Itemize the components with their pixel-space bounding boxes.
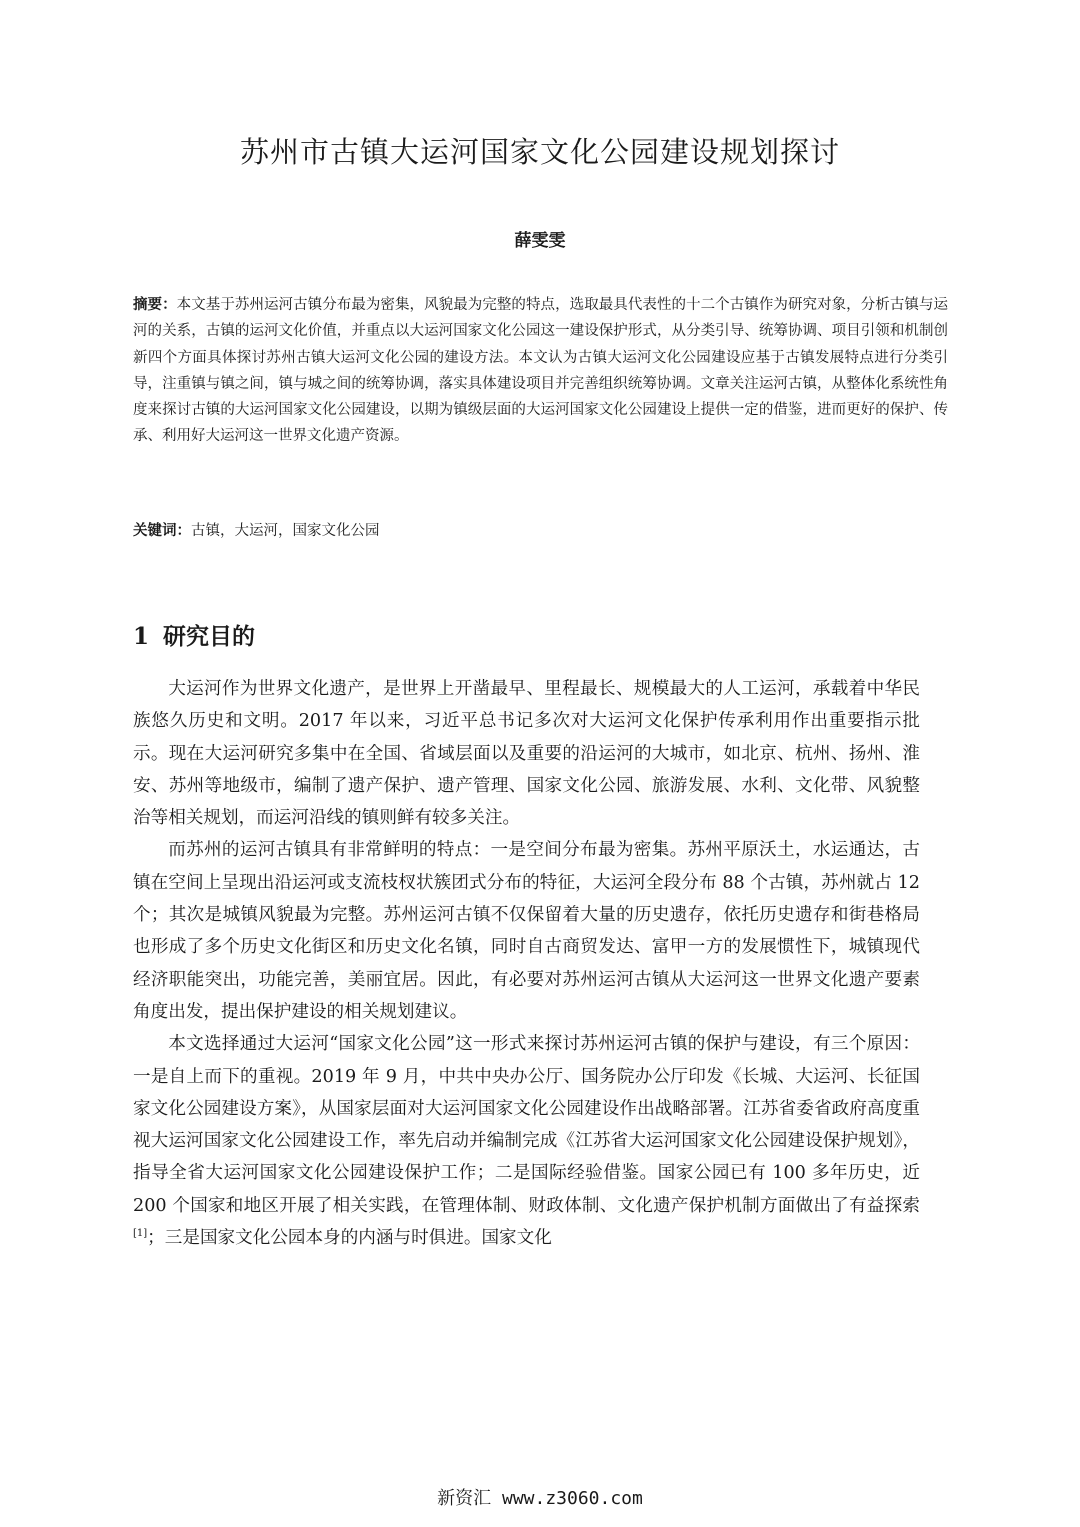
abstract-text: 本文基于苏州运河古镇分布最为密集，风貌最为完整的特点，选取最具代表性的十二个古镇作为研究对象，分析古镇与运河的关系，古镇的运河文化价值，并重点以大运河国家文化公园这一建设保护形式，从分类引导、统筹协调、项目引领和机制创新四个方面具体探讨苏州古镇大运河文化公园的建设方法。本文认为古镇大运河文化公园建设应基于古镇发展特点进行分类引导，注重镇与镇之间，镇与城之间的统筹协调，落实具体建设项目并完善组织统筹协调。文章关注运河古镇，从整体化系统性角度来探讨古镇的大运河国家文化公园建设，以期为镇级层面的大运河国家文化公园建设上提供一定的借鉴，进而更好的保护、传承、利用好大运河这一世界文化遗产资源。 [133, 297, 949, 445]
abstract-label: 摘要： [133, 296, 177, 313]
paper-author: 薛雯雯 [514, 231, 566, 251]
section-number: 1 [133, 623, 150, 650]
keywords-text: 古镇，大运河，国家文化公园 [191, 523, 380, 539]
paragraph-3-text-a: 本文选择通过大运河“国家文化公园”这一形式来探讨苏州运河古镇的保护与建设，有三个原因：一是自上而下的重视。2019 年 9 月，中共中央办公厅、国务院办公厅印发《长城、大运河、长征国家文化公园建设方案》，从国家层面对大运河国家文化公园建设作出战略部署。江苏省委省政府高度重视大运河国家文化公园建设工作，率先启动并编制完成《江苏省大运河国家文化公园建设保护规划》，指导全省大运河国家文化公园建设保护工作；二是国际经验借鉴。国家公园已有 100 多年历史，近 200 个国家和地区开展了相关实践，在管理体制、财政体制、文化遗产保护机制方面做出了有益探索 [133, 1034, 920, 1216]
paper-title: 苏州市古镇大运河国家文化公园建设规划探讨 [239, 135, 840, 169]
paragraph-3-text-b: ；三是国家文化公园本身的内涵与时俱进。国家文化 [147, 1228, 552, 1249]
keywords [133, 518, 948, 544]
body-paragraph-3 [133, 1028, 920, 1254]
section-title: 研究目的 [163, 624, 255, 650]
section-heading [133, 618, 255, 651]
keywords-label: 关键词： [133, 522, 191, 539]
abstract [133, 292, 948, 450]
footer-watermark: 新资汇 www.z3060.com [437, 1488, 643, 1509]
body-paragraph-2: 而苏州的运河古镇具有非常鲜明的特点：一是空间分布最为密集。苏州平原沃土，水运通达，古镇在空间上呈现出沿运河或支流枝杈状簇团式分布的特征，大运河全段分布 88 个古镇，苏州就占 12 个；其次是城镇风貌最为完整。苏州运河古镇不仅保留着大量的历史遗存，依托历史遗存和街巷格局也形成了多个历史文化街区和历史文化名镇，同时自古商贸发达、富甲一方的发展惯性下，城镇现代经济职能突出，功能完善，美丽宜居。因此，有必要对苏州运河古镇从大运河这一世界文化遗产要素角度出发，提出保护建设的相关规划建议。 [133, 840, 920, 1022]
body-paragraph-1: 大运河作为世界文化遗产，是世界上开凿最早、里程最长、规模最大的人工运河，承载着中华民族悠久历史和文明。2017 年以来，习近平总书记多次对大运河文化保护传承利用作出重要指示批示。现在大运河研究多集中在全国、省域层面以及重要的沿运河的大城市，如北京、杭州、扬州、淮安、苏州等地级市，编制了遗产保护、遗产管理、国家文化公园、旅游发展、水利、文化带、风貌整治等相关规划，而运河沿线的镇则鲜有较多关注。 [133, 679, 920, 829]
body-text [133, 673, 920, 1254]
citation-marker[interactable]: [1] [133, 1228, 148, 1240]
